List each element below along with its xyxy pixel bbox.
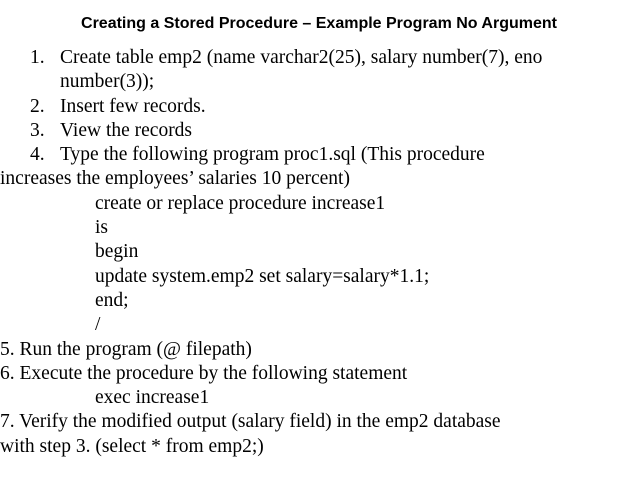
slide-body — [0, 46, 630, 459]
step-3-number: 3. — [30, 119, 45, 141]
code-line-2: is — [95, 217, 109, 239]
step-3-line — [30, 119, 630, 143]
step-5-line: 5. Run the program (@ filepath) — [0, 338, 252, 360]
code-line-6: / — [95, 314, 101, 336]
step-2-text: Insert few records. — [60, 95, 206, 117]
step-1-number: 1. — [30, 47, 45, 68]
step-4-line-1 — [30, 143, 630, 167]
step-1-text: Create table emp2 (name varchar2(25), salary number(7), eno — [60, 47, 543, 68]
step-3-text: View the records — [60, 119, 193, 141]
code-line-4: update system.emp2 set salary=salary*1.1; — [95, 265, 430, 287]
step-7-line-1: 7. Verify the modified output (salary field) in the emp2 database — [0, 411, 501, 433]
step-4-text: Type the following program proc1.sql (This procedure — [60, 144, 485, 166]
code-line-1: create or replace procedure increase1 — [95, 192, 386, 214]
step-2-line — [30, 95, 630, 119]
step-2-number: 2. — [30, 95, 45, 117]
step-4-line-2: increases the employees’ salaries 10 percent) — [0, 168, 350, 190]
exec-line: exec increase1 — [95, 387, 210, 409]
step-1-line-1 — [30, 46, 630, 70]
slide-title: Creating a Stored Procedure – Example Program No Argument — [81, 15, 557, 32]
code-line-3: begin — [95, 241, 139, 263]
step-4-number: 4. — [30, 144, 45, 166]
step-7-line-2: with step 3. (select * from emp2;) — [0, 435, 264, 457]
step-6-line: 6. Execute the procedure by the following statement — [0, 362, 408, 384]
code-line-5: end; — [95, 289, 129, 311]
step-1-line-2: number(3)); — [60, 71, 155, 93]
